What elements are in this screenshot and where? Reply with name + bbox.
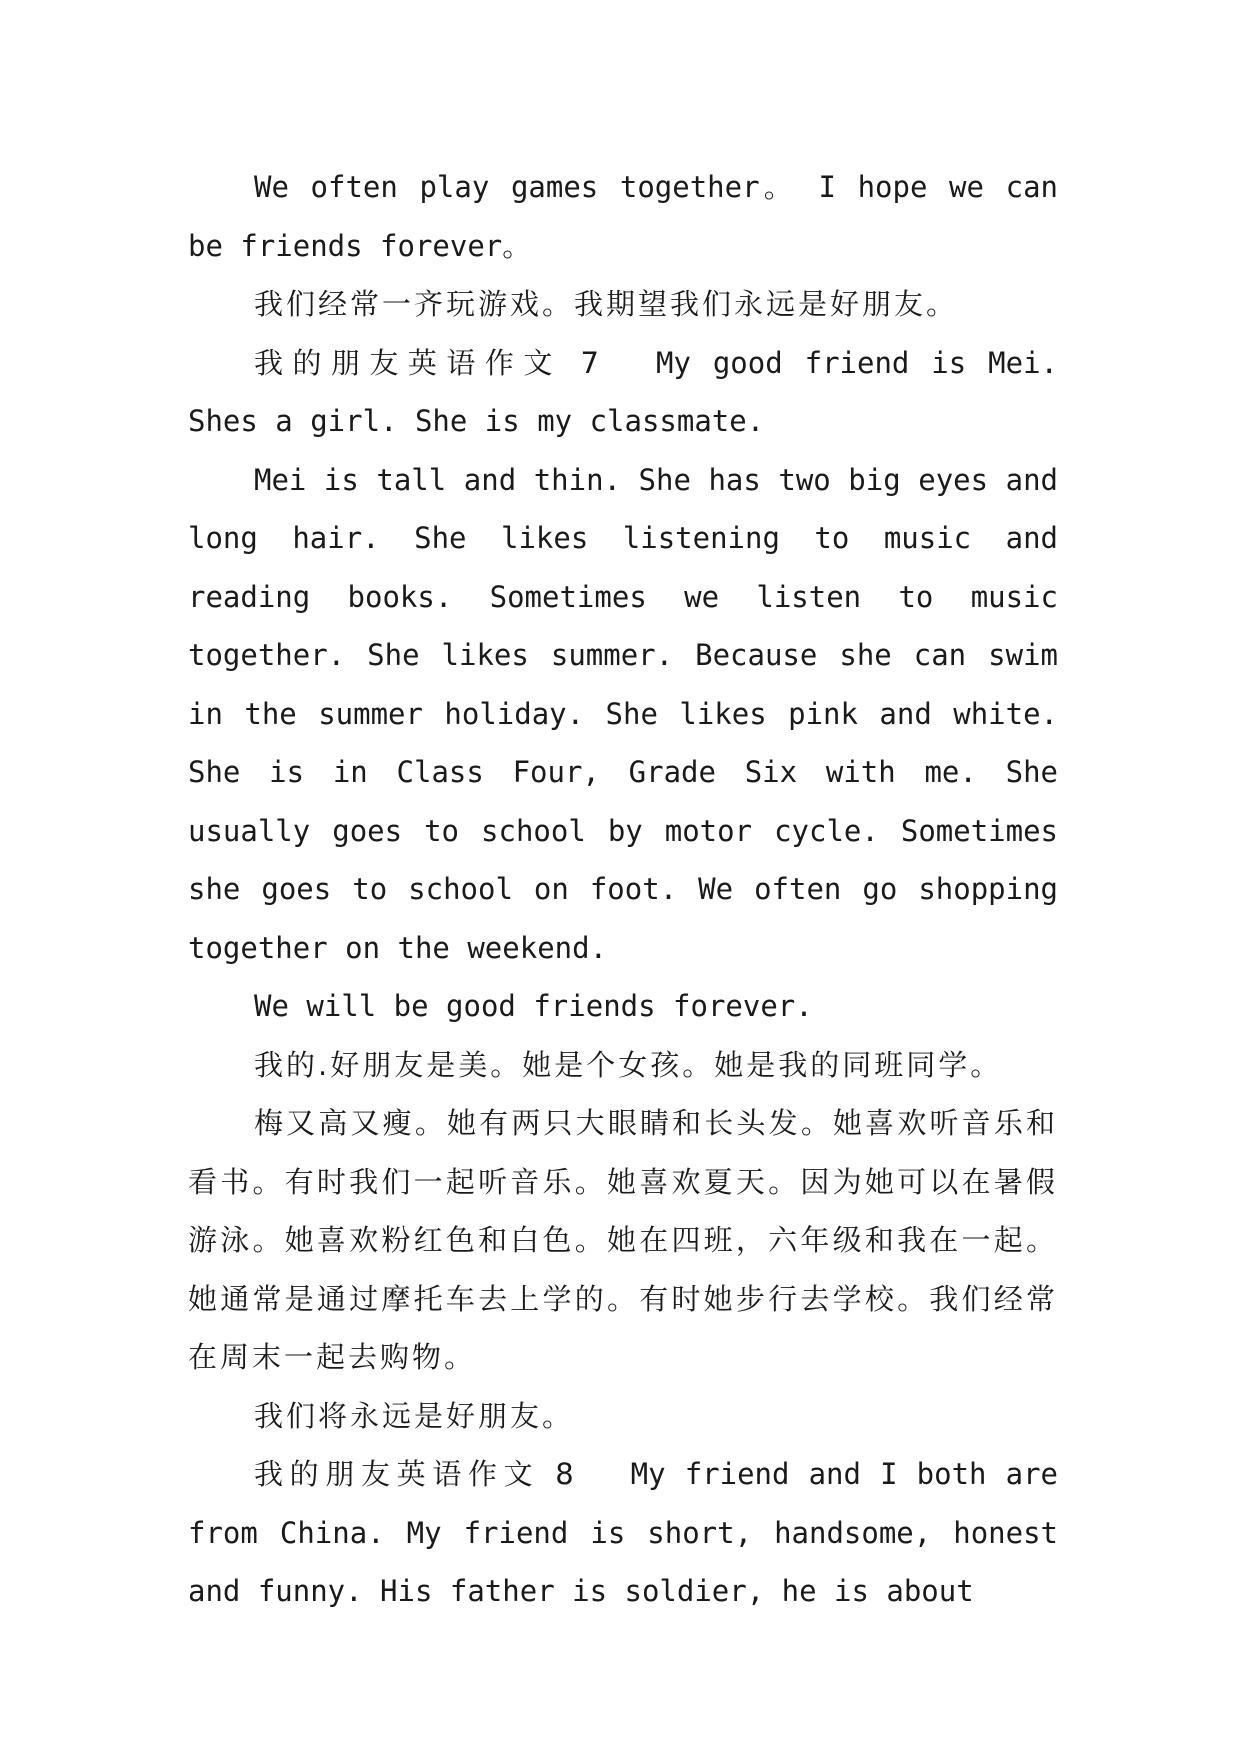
paragraph-essay-8-intro: [188, 1445, 1058, 1621]
essay-8-opening: My friend and I both are from China. My friend is short, handsome, honest and funny. His father is soldier, he is about: [188, 1457, 1059, 1608]
paragraph-cn-4: 我们将永远是好朋友。: [254, 1398, 575, 1433]
paragraph-en-mei-description: Mei is tall and thin. She has two big eyes and long hair. She likes listening to music and reading books. Sometimes we listen to music together. She likes summer. Because she can swim in the summer holiday. She likes pink and white. She is in Class Four, Grade Six with me. She usually goes to school by motor cycle. Sometimes she goes to school on foot. We often go shopping together on the weekend.: [188, 462, 1058, 965]
paragraph-en-1: We often play games together。 I hope we can be friends forever。: [188, 170, 1058, 263]
essay-7-opening: My good friend is Mei. Shes a girl. She is my classmate.: [188, 345, 1059, 438]
paragraph-cn-1: 我们经常一齐玩游戏。我期望我们永远是好朋友。: [254, 287, 959, 321]
essay-heading-7: 我的朋友英语作文 7: [254, 345, 604, 380]
paragraph-en-forever: We will be good friends forever.: [254, 989, 813, 1023]
paragraph-essay-7-intro: [188, 334, 1058, 451]
paragraph-cn-3: 梅又高又瘦。她有两只大眼睛和长头发。她喜欢听音乐和看书。有时我们一起听音乐。她喜欢夏天。因为她可以在暑假游泳。她喜欢粉红色和白色。她在四班，六年级和我在一起。她通常是通过摩托车去上学的。有时她步行去学校。我们经常在周末一起去购物。: [188, 1106, 1058, 1374]
essay-heading-8: 我的朋友英语作文 8: [254, 1457, 579, 1491]
paragraph-cn-2: 我的.好朋友是美。她是个女孩。她是我的同班同学。: [254, 1047, 1003, 1082]
document-body: [188, 158, 1058, 1621]
